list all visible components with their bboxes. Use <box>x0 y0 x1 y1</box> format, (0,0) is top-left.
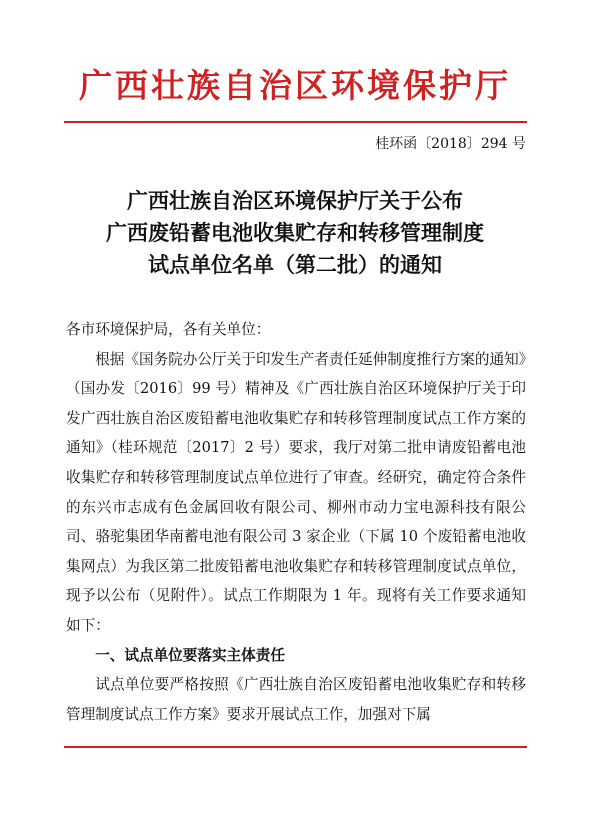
document-title <box>0 185 590 281</box>
body-paragraph: 根据《国务院办公厅关于印发生产者责任延伸制度推行方案的通知》（国办发〔2016〕99 号）精神及《广西壮族自治区环境保护厅关于印发广西壮族自治区废铅蓄电池收集贮存和转移管理制度试点工作方案的通知》（桂环规范〔2017〕2 号）要求，我厅对第二批申请废铅蓄电池收集贮存和转移管理制度试点单位进行了审查。经研究，确定符合条件的东兴市志成有色金属回收有限公司、柳州市动力宝电源科技有限公司、骆驼集团华南蓄电池有限公司 3 家企业（下属 10 个废铅蓄电池收集网点）为我区第二批废铅蓄电池收集贮存和转移管理制度试点单位，现予以公布（见附件）。试点工作期限为 1 年。现将有关工作要求通知如下： <box>66 350 526 634</box>
title-line-3: 试点单位名单（第二批）的通知 <box>148 253 442 277</box>
salutation: 各市环境保护局，各有关单位： <box>66 321 271 338</box>
title-line-1: 广西壮族自治区环境保护厅关于公布 <box>127 189 463 213</box>
section-paragraph: 试点单位要严格按照《广西壮族自治区废铅蓄电池收集贮存和转移管理制度试点工作方案》要求开展试点工作，加强对下属 <box>66 676 526 723</box>
document-body <box>66 315 526 729</box>
red-footer-rule <box>64 746 527 748</box>
document-number: 桂环函〔2018〕294 号 <box>375 136 526 152</box>
section-heading: 一、试点单位要落实主体责任 <box>95 646 285 664</box>
title-line-2: 广西废铅蓄电池收集贮存和转移管理制度 <box>106 221 484 245</box>
red-header-rule <box>64 121 527 123</box>
issuing-authority-header: 广西壮族自治区环境保护厅 <box>79 66 511 105</box>
